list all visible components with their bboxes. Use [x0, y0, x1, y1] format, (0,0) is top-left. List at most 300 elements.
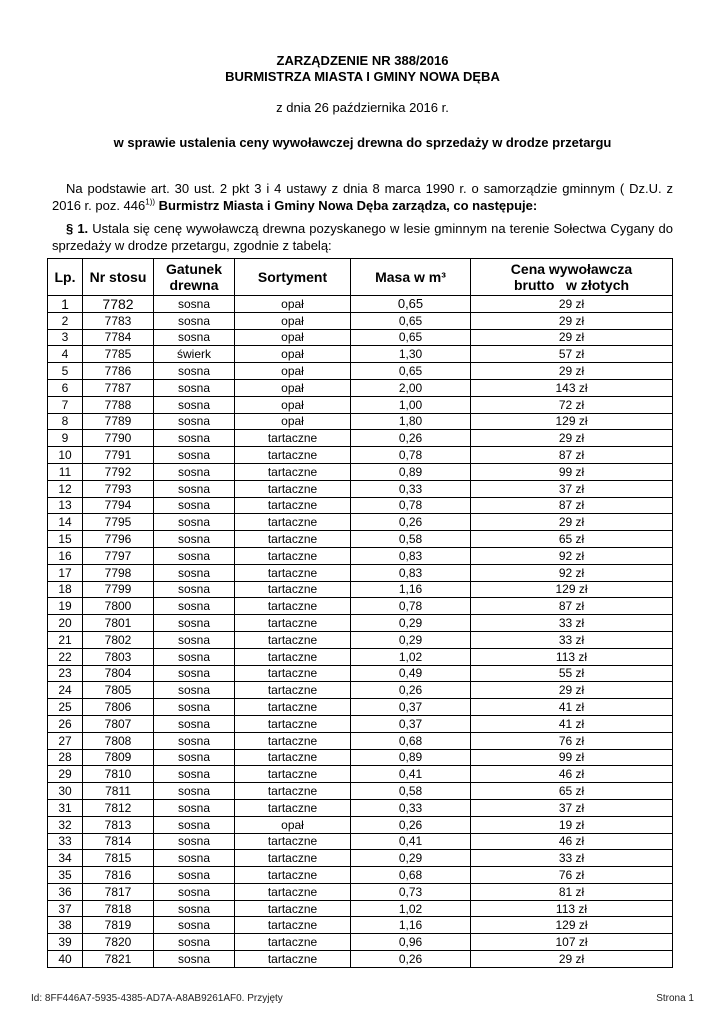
cell-masa: 0,26	[351, 514, 471, 531]
cell-sortyment: opał	[235, 816, 351, 833]
table-row	[48, 833, 673, 850]
cell-sortyment: tartaczne	[235, 497, 351, 514]
cell-lp: 18	[48, 581, 83, 598]
cell-sortyment: opał	[235, 379, 351, 396]
cell-gatunek: sosna	[154, 615, 235, 632]
cell-nr-stosu: 7800	[83, 598, 154, 615]
cell-cena: 37 zł	[471, 480, 673, 497]
cell-nr-stosu: 7782	[83, 296, 154, 313]
cell-cena: 37 zł	[471, 799, 673, 816]
cell-nr-stosu: 7793	[83, 480, 154, 497]
cell-masa: 0,37	[351, 715, 471, 732]
cell-sortyment: tartaczne	[235, 883, 351, 900]
cell-nr-stosu: 7804	[83, 665, 154, 682]
header-gatunek: Gatunek drewna	[154, 259, 235, 296]
cell-masa: 1,00	[351, 396, 471, 413]
cell-cena: 29 zł	[471, 312, 673, 329]
cell-lp: 37	[48, 900, 83, 917]
table-row	[48, 867, 673, 884]
cell-masa: 0,83	[351, 564, 471, 581]
table-row	[48, 951, 673, 968]
section-1-text: Ustala się cenę wywoławczą drewna pozyskanego w lesie gminnym na terenie Sołectwa Cygany do sprzedaży w drodze przetargu, zgodnie z tabelą:	[52, 221, 673, 253]
cell-gatunek: sosna	[154, 430, 235, 447]
footer-document-id: Id: 8FF446A7-5935-4385-AD7A-A8AB9261AF0. Przyjęty	[31, 993, 283, 1004]
cell-lp: 27	[48, 732, 83, 749]
table-row	[48, 799, 673, 816]
cell-gatunek: sosna	[154, 715, 235, 732]
footnote-marker: 1))	[145, 197, 156, 207]
cell-masa: 0,26	[351, 951, 471, 968]
cell-sortyment: tartaczne	[235, 648, 351, 665]
cell-lp: 20	[48, 615, 83, 632]
cell-sortyment: tartaczne	[235, 631, 351, 648]
table-row	[48, 934, 673, 951]
cell-masa: 0,89	[351, 749, 471, 766]
cell-cena: 99 zł	[471, 749, 673, 766]
table-row	[48, 615, 673, 632]
table-row	[48, 480, 673, 497]
table-row	[48, 900, 673, 917]
cell-sortyment: tartaczne	[235, 598, 351, 615]
table-row	[48, 497, 673, 514]
cell-nr-stosu: 7802	[83, 631, 154, 648]
cell-lp: 26	[48, 715, 83, 732]
cell-nr-stosu: 7808	[83, 732, 154, 749]
cell-lp: 21	[48, 631, 83, 648]
cell-cena: 87 zł	[471, 447, 673, 464]
cell-sortyment: tartaczne	[235, 430, 351, 447]
table-row	[48, 917, 673, 934]
cell-masa: 0,29	[351, 631, 471, 648]
cell-masa: 2,00	[351, 379, 471, 396]
cell-gatunek: sosna	[154, 799, 235, 816]
cell-nr-stosu: 7791	[83, 447, 154, 464]
cell-masa: 0,41	[351, 766, 471, 783]
cell-lp: 1	[48, 296, 83, 313]
cell-sortyment: opał	[235, 396, 351, 413]
cell-lp: 31	[48, 799, 83, 816]
cell-masa: 0,78	[351, 598, 471, 615]
cell-nr-stosu: 7811	[83, 783, 154, 800]
cell-masa: 1,30	[351, 346, 471, 363]
cell-cena: 29 zł	[471, 514, 673, 531]
cell-lp: 11	[48, 463, 83, 480]
table-row	[48, 447, 673, 464]
cell-gatunek: sosna	[154, 413, 235, 430]
cell-sortyment: tartaczne	[235, 833, 351, 850]
cell-nr-stosu: 7818	[83, 900, 154, 917]
table-row	[48, 732, 673, 749]
cell-sortyment: tartaczne	[235, 699, 351, 716]
cell-nr-stosu: 7803	[83, 648, 154, 665]
cell-nr-stosu: 7816	[83, 867, 154, 884]
cell-masa: 0,26	[351, 682, 471, 699]
cell-masa: 0,29	[351, 850, 471, 867]
cell-nr-stosu: 7789	[83, 413, 154, 430]
cell-gatunek: sosna	[154, 497, 235, 514]
header-sortyment: Sortyment	[235, 259, 351, 296]
cell-gatunek: sosna	[154, 934, 235, 951]
cell-sortyment: opał	[235, 363, 351, 380]
cell-gatunek: sosna	[154, 564, 235, 581]
cell-gatunek: sosna	[154, 917, 235, 934]
cell-gatunek: sosna	[154, 816, 235, 833]
table-row	[48, 883, 673, 900]
cell-sortyment: tartaczne	[235, 581, 351, 598]
cell-sortyment: tartaczne	[235, 480, 351, 497]
cell-masa: 0,89	[351, 463, 471, 480]
cell-masa: 0,37	[351, 699, 471, 716]
table-row	[48, 430, 673, 447]
cell-nr-stosu: 7787	[83, 379, 154, 396]
table-row	[48, 564, 673, 581]
cell-sortyment: opał	[235, 312, 351, 329]
cell-nr-stosu: 7785	[83, 346, 154, 363]
table-row	[48, 581, 673, 598]
cell-sortyment: tartaczne	[235, 951, 351, 968]
cell-nr-stosu: 7786	[83, 363, 154, 380]
cell-gatunek: sosna	[154, 312, 235, 329]
cell-masa: 0,26	[351, 816, 471, 833]
table-row	[48, 413, 673, 430]
cell-gatunek: sosna	[154, 766, 235, 783]
cell-lp: 17	[48, 564, 83, 581]
cell-masa: 1,80	[351, 413, 471, 430]
cell-gatunek: sosna	[154, 598, 235, 615]
cell-sortyment: opał	[235, 329, 351, 346]
cell-masa: 0,29	[351, 615, 471, 632]
cell-gatunek: sosna	[154, 749, 235, 766]
table-row	[48, 296, 673, 313]
cell-sortyment: opał	[235, 346, 351, 363]
cell-gatunek: sosna	[154, 463, 235, 480]
cell-nr-stosu: 7792	[83, 463, 154, 480]
cell-nr-stosu: 7805	[83, 682, 154, 699]
preamble-bold: Burmistrz Miasta i Gminy Nowa Dęba zarządza, co następuje:	[158, 198, 538, 213]
cell-nr-stosu: 7796	[83, 531, 154, 548]
table-row	[48, 631, 673, 648]
cell-lp: 36	[48, 883, 83, 900]
cell-lp: 35	[48, 867, 83, 884]
cell-sortyment: tartaczne	[235, 463, 351, 480]
cell-nr-stosu: 7797	[83, 547, 154, 564]
cell-masa: 0,96	[351, 934, 471, 951]
table-row	[48, 766, 673, 783]
cell-masa: 0,26	[351, 430, 471, 447]
cell-lp: 9	[48, 430, 83, 447]
table-row	[48, 749, 673, 766]
cell-nr-stosu: 7794	[83, 497, 154, 514]
cell-cena: 99 zł	[471, 463, 673, 480]
cell-nr-stosu: 7801	[83, 615, 154, 632]
cell-nr-stosu: 7820	[83, 934, 154, 951]
cell-masa: 0,73	[351, 883, 471, 900]
table-row	[48, 715, 673, 732]
cell-gatunek: sosna	[154, 296, 235, 313]
section-1-paragraph	[52, 220, 673, 254]
table-row	[48, 346, 673, 363]
cell-masa: 1,16	[351, 581, 471, 598]
cell-cena: 113 zł	[471, 648, 673, 665]
cell-cena: 33 zł	[471, 850, 673, 867]
table-header-row	[48, 259, 673, 296]
cell-gatunek: sosna	[154, 699, 235, 716]
cell-masa: 0,58	[351, 531, 471, 548]
cell-sortyment: tartaczne	[235, 665, 351, 682]
cell-cena: 19 zł	[471, 816, 673, 833]
cell-lp: 40	[48, 951, 83, 968]
cell-lp: 24	[48, 682, 83, 699]
cell-nr-stosu: 7799	[83, 581, 154, 598]
cell-lp: 19	[48, 598, 83, 615]
table-row	[48, 531, 673, 548]
cell-nr-stosu: 7783	[83, 312, 154, 329]
cell-nr-stosu: 7813	[83, 816, 154, 833]
cell-gatunek: sosna	[154, 396, 235, 413]
cell-lp: 22	[48, 648, 83, 665]
cell-lp: 30	[48, 783, 83, 800]
cell-cena: 129 zł	[471, 413, 673, 430]
cell-gatunek: sosna	[154, 833, 235, 850]
cell-nr-stosu: 7809	[83, 749, 154, 766]
cell-lp: 33	[48, 833, 83, 850]
cell-lp: 3	[48, 329, 83, 346]
table-row	[48, 648, 673, 665]
cell-cena: 57 zł	[471, 346, 673, 363]
cell-cena: 65 zł	[471, 531, 673, 548]
preamble-paragraph	[52, 180, 673, 214]
header-cena: Cena wywoławcza brutto w złotych	[471, 259, 673, 296]
preamble-text: Na podstawie art. 30 ust. 2 pkt 3 i 4 ustawy z dnia 8 marca 1990 r. o samorządzie gminnym ( Dz.U. z 2016 r. poz. 446	[52, 181, 673, 213]
cell-cena: 76 zł	[471, 867, 673, 884]
cell-cena: 113 zł	[471, 900, 673, 917]
cell-sortyment: tartaczne	[235, 867, 351, 884]
cell-lp: 39	[48, 934, 83, 951]
cell-gatunek: sosna	[154, 900, 235, 917]
cell-lp: 10	[48, 447, 83, 464]
cell-gatunek: sosna	[154, 480, 235, 497]
cell-cena: 29 zł	[471, 363, 673, 380]
cell-nr-stosu: 7812	[83, 799, 154, 816]
cell-cena: 33 zł	[471, 615, 673, 632]
header-lp: Lp.	[48, 259, 83, 296]
document-subject: w sprawie ustalenia ceny wywoławczej drewna do sprzedaży w drodze przetargu	[113, 135, 612, 150]
cell-masa: 0,83	[351, 547, 471, 564]
cell-sortyment: tartaczne	[235, 900, 351, 917]
cell-masa: 0,33	[351, 799, 471, 816]
document-title-line2: BURMISTRZA MIASTA I GMINY NOWA DĘBA	[225, 69, 500, 84]
cell-cena: 41 zł	[471, 715, 673, 732]
cell-masa: 0,65	[351, 312, 471, 329]
cell-sortyment: tartaczne	[235, 682, 351, 699]
cell-sortyment: opał	[235, 296, 351, 313]
cell-nr-stosu: 7810	[83, 766, 154, 783]
table-row	[48, 363, 673, 380]
cell-gatunek: sosna	[154, 951, 235, 968]
cell-cena: 46 zł	[471, 833, 673, 850]
cell-cena: 72 zł	[471, 396, 673, 413]
cell-nr-stosu: 7798	[83, 564, 154, 581]
cell-masa: 0,68	[351, 732, 471, 749]
cell-masa: 0,65	[351, 296, 471, 313]
cell-lp: 8	[48, 413, 83, 430]
cell-lp: 5	[48, 363, 83, 380]
cell-lp: 32	[48, 816, 83, 833]
header-masa: Masa w m³	[351, 259, 471, 296]
cell-nr-stosu: 7814	[83, 833, 154, 850]
cell-gatunek: sosna	[154, 379, 235, 396]
cell-nr-stosu: 7817	[83, 883, 154, 900]
cell-masa: 0,58	[351, 783, 471, 800]
cell-nr-stosu: 7807	[83, 715, 154, 732]
cell-masa: 1,02	[351, 648, 471, 665]
cell-cena: 92 zł	[471, 547, 673, 564]
cell-gatunek: sosna	[154, 547, 235, 564]
cell-lp: 29	[48, 766, 83, 783]
cell-sortyment: tartaczne	[235, 615, 351, 632]
cell-cena: 92 zł	[471, 564, 673, 581]
cell-gatunek: sosna	[154, 850, 235, 867]
cell-masa: 0,41	[351, 833, 471, 850]
cell-lp: 6	[48, 379, 83, 396]
cell-lp: 25	[48, 699, 83, 716]
table-row	[48, 816, 673, 833]
cell-sortyment: tartaczne	[235, 715, 351, 732]
cell-gatunek: sosna	[154, 363, 235, 380]
cell-gatunek: sosna	[154, 732, 235, 749]
cell-sortyment: tartaczne	[235, 514, 351, 531]
cell-masa: 0,33	[351, 480, 471, 497]
table-row	[48, 547, 673, 564]
table-row	[48, 329, 673, 346]
cell-masa: 0,65	[351, 329, 471, 346]
table-row	[48, 463, 673, 480]
cell-gatunek: sosna	[154, 329, 235, 346]
cell-sortyment: tartaczne	[235, 934, 351, 951]
cell-lp: 2	[48, 312, 83, 329]
cell-masa: 1,16	[351, 917, 471, 934]
cell-lp: 7	[48, 396, 83, 413]
cell-lp: 14	[48, 514, 83, 531]
cell-lp: 38	[48, 917, 83, 934]
cell-cena: 29 zł	[471, 682, 673, 699]
cell-lp: 16	[48, 547, 83, 564]
table-row	[48, 665, 673, 682]
cell-masa: 0,78	[351, 447, 471, 464]
cell-gatunek: sosna	[154, 682, 235, 699]
cell-nr-stosu: 7815	[83, 850, 154, 867]
cell-lp: 28	[48, 749, 83, 766]
cell-masa: 0,65	[351, 363, 471, 380]
cell-cena: 129 zł	[471, 581, 673, 598]
table-row	[48, 396, 673, 413]
cell-cena: 55 zł	[471, 665, 673, 682]
cell-cena: 33 zł	[471, 631, 673, 648]
cell-sortyment: tartaczne	[235, 850, 351, 867]
cell-lp: 23	[48, 665, 83, 682]
cell-masa: 0,49	[351, 665, 471, 682]
document-title-line1: ZARZĄDZENIE NR 388/2016	[276, 53, 449, 68]
cell-cena: 81 zł	[471, 883, 673, 900]
cell-nr-stosu: 7795	[83, 514, 154, 531]
cell-cena: 41 zł	[471, 699, 673, 716]
table-row	[48, 783, 673, 800]
cell-cena: 46 zł	[471, 766, 673, 783]
cell-gatunek: sosna	[154, 531, 235, 548]
cell-cena: 87 zł	[471, 598, 673, 615]
cell-nr-stosu: 7790	[83, 430, 154, 447]
cell-sortyment: tartaczne	[235, 547, 351, 564]
cell-cena: 29 zł	[471, 430, 673, 447]
table-row	[48, 682, 673, 699]
table-row	[48, 514, 673, 531]
table-row	[48, 699, 673, 716]
cell-gatunek: sosna	[154, 648, 235, 665]
cell-gatunek: sosna	[154, 665, 235, 682]
cell-cena: 65 zł	[471, 783, 673, 800]
cell-sortyment: tartaczne	[235, 766, 351, 783]
cell-cena: 129 zł	[471, 917, 673, 934]
cell-gatunek: sosna	[154, 447, 235, 464]
table-row	[48, 598, 673, 615]
document-date: z dnia 26 października 2016 r.	[276, 100, 449, 115]
cell-cena: 143 zł	[471, 379, 673, 396]
cell-sortyment: tartaczne	[235, 564, 351, 581]
section-1-label: § 1.	[66, 221, 89, 236]
cell-nr-stosu: 7788	[83, 396, 154, 413]
cell-sortyment: tartaczne	[235, 732, 351, 749]
cell-cena: 29 zł	[471, 296, 673, 313]
cell-gatunek: sosna	[154, 867, 235, 884]
cell-cena: 29 zł	[471, 329, 673, 346]
cell-masa: 0,68	[351, 867, 471, 884]
table-row	[48, 379, 673, 396]
cell-sortyment: tartaczne	[235, 531, 351, 548]
table-row	[48, 312, 673, 329]
cell-cena: 29 zł	[471, 951, 673, 968]
cell-nr-stosu: 7806	[83, 699, 154, 716]
cell-sortyment: tartaczne	[235, 799, 351, 816]
cell-cena: 87 zł	[471, 497, 673, 514]
header-nr-stosu: Nr stosu	[83, 259, 154, 296]
cell-masa: 1,02	[351, 900, 471, 917]
cell-sortyment: tartaczne	[235, 783, 351, 800]
cell-gatunek: sosna	[154, 514, 235, 531]
cell-cena: 107 zł	[471, 934, 673, 951]
footer-page-number: Strona 1	[656, 993, 694, 1004]
cell-lp: 4	[48, 346, 83, 363]
cell-nr-stosu: 7819	[83, 917, 154, 934]
cell-gatunek: sosna	[154, 883, 235, 900]
timber-price-table	[47, 258, 673, 968]
cell-lp: 12	[48, 480, 83, 497]
cell-sortyment: opał	[235, 413, 351, 430]
cell-cena: 76 zł	[471, 732, 673, 749]
cell-gatunek: sosna	[154, 631, 235, 648]
cell-nr-stosu: 7821	[83, 951, 154, 968]
cell-nr-stosu: 7784	[83, 329, 154, 346]
cell-sortyment: tartaczne	[235, 917, 351, 934]
cell-sortyment: tartaczne	[235, 749, 351, 766]
cell-sortyment: tartaczne	[235, 447, 351, 464]
cell-lp: 13	[48, 497, 83, 514]
cell-gatunek: sosna	[154, 783, 235, 800]
cell-lp: 15	[48, 531, 83, 548]
table-row	[48, 850, 673, 867]
cell-masa: 0,78	[351, 497, 471, 514]
cell-lp: 34	[48, 850, 83, 867]
cell-gatunek: świerk	[154, 346, 235, 363]
